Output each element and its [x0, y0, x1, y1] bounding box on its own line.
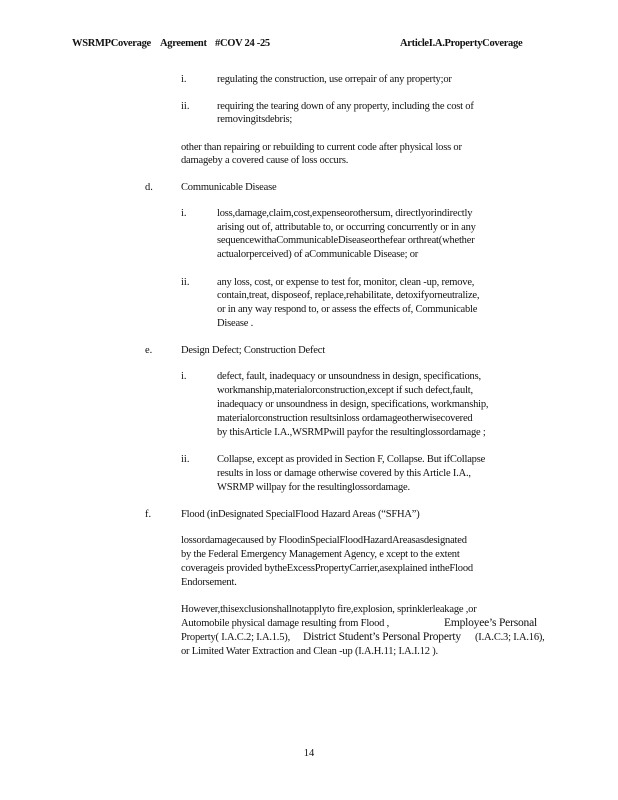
item-marker-d-i: i.	[181, 208, 187, 219]
item-c-ii-line-2: removingitsdebris;	[217, 114, 293, 125]
item-marker-d-ii: ii.	[181, 277, 190, 288]
section-f-para1-line-3: coverageis provided bytheExcessPropertyCarrier,asexplained intheFlood	[181, 563, 473, 574]
section-e-letter: e.	[145, 345, 153, 356]
section-f-para1-line-2: by the Federal Emergency Management Agency, e xcept to the extent	[181, 549, 460, 560]
item-d-ii-line-1: any loss, cost, or expense to test for, monitor, clean -up, remove,	[217, 277, 475, 288]
item-marker-c-i: i.	[181, 74, 187, 85]
header-article: ArticleI.A.PropertyCoverage	[400, 38, 523, 49]
item-d-ii-line-4: Disease .	[217, 318, 254, 329]
header-program: WSRMPCoverage	[72, 38, 151, 49]
item-e-ii-line-1: Collapse, except as provided in Section F, Collapse. But ifCollapse	[217, 454, 486, 465]
section-f-letter: f.	[145, 509, 152, 520]
item-e-i-line-2: workmanship,materialorconstruction,except if such defect,fault,	[217, 385, 473, 396]
header-number: #COV 24 -25	[215, 38, 270, 49]
section-d-title: Communicable Disease	[181, 182, 277, 193]
item-c-i-line-1: regulating the construction, use orrepair of any property;or	[217, 74, 452, 85]
item-d-i-line-4: actualorperceived) of aCommunicable Disease; or	[217, 249, 419, 260]
paragraph-c-after-line-2: damageby a covered cause of loss occurs.	[181, 155, 349, 166]
item-marker-e-i: i.	[181, 371, 187, 382]
item-e-ii-line-2: results in loss or damage otherwise covered by this Article I.A.,	[217, 468, 471, 479]
item-d-ii-line-3: or in any way respond to, or assess the effects of, Communicable	[217, 304, 478, 315]
section-f-para2-line-2b: Employee’s Personal	[444, 617, 537, 629]
section-e-title: Design Defect; Construction Defect	[181, 345, 325, 356]
item-d-i-line-2: arising out of, attributable to, or occurring concurrently or in any	[217, 222, 476, 233]
item-e-i-line-3: inadequacy or unsoundness in design, specifications, workmanship,	[217, 399, 489, 410]
item-d-i-line-3: sequencewithaCommunicableDiseaseorthefear orthreat(whether	[217, 235, 475, 246]
header-agreement: Agreement	[160, 38, 207, 49]
item-e-i-line-5: by thisArticle I.A.,WSRMPwill payfor the resultinglossordamage ;	[217, 427, 486, 438]
section-f-title: Flood (inDesignated SpecialFlood Hazard Areas (“SFHA”)	[181, 509, 420, 520]
section-f-para2-line-3b: District Student’s Personal Property	[303, 631, 461, 643]
section-f-para2-line-1: However,thisexclusionshallnotapplyto fire,explosion, sprinklerleakage ,or	[181, 604, 477, 615]
item-e-ii-line-3: WSRMP willpay for the resultinglossordamage.	[217, 482, 410, 493]
item-marker-c-ii: ii.	[181, 101, 190, 112]
item-d-ii-line-2: contain,treat, disposeof, replace,rehabilitate, detoxifyorneutralize,	[217, 290, 480, 301]
section-f-para1-line-1: lossordamagecaused by FloodinSpecialFloodHazardAreasasdesignated	[181, 535, 467, 546]
item-e-i-line-4: materialorconstruction resultsinloss ordamageotherwisecovered	[217, 413, 473, 424]
section-f-para2-line-3a: Property( I.A.C.2; I.A.1.5),	[181, 632, 291, 643]
section-f-para2-line-4: or Limited Water Extraction and Clean -up (I.A.H.11; I.A.I.12 ).	[181, 646, 438, 657]
section-f-para2-line-2a: Automobile physical damage resulting from Flood ,	[181, 618, 390, 629]
section-f-para1-line-4: Endorsement.	[181, 577, 237, 588]
paragraph-c-after-line-1: other than repairing or rebuilding to current code after physical loss or	[181, 142, 462, 153]
item-c-ii-line-1: requiring the tearing down of any property, including the cost of	[217, 101, 474, 112]
page-number: 14	[303, 748, 315, 759]
section-f-para2-line-3c: (I.A.C.3; I.A.16),	[475, 632, 545, 643]
item-d-i-line-1: loss,damage,claim,cost,expenseorothersum, directlyorindirectly	[217, 208, 473, 219]
item-e-i-line-1: defect, fault, inadequacy or unsoundness in design, specifications,	[217, 371, 481, 382]
item-marker-e-ii: ii.	[181, 454, 190, 465]
section-d-letter: d.	[145, 182, 153, 193]
